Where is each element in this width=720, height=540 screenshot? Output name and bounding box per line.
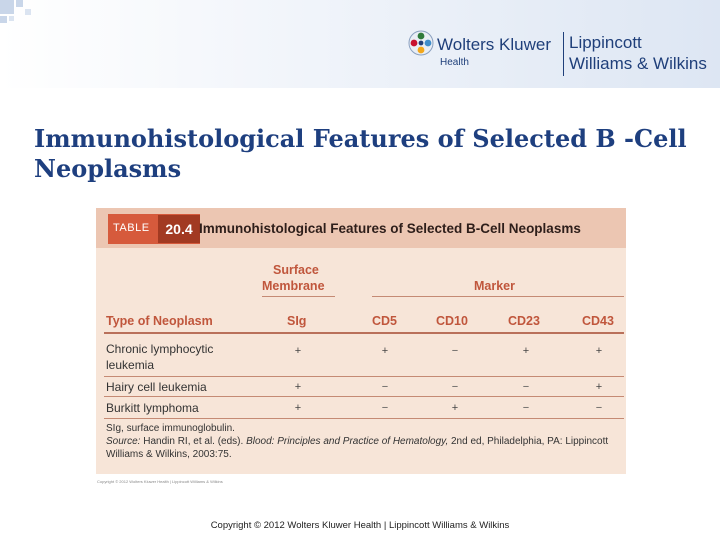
cell-cd43: − <box>595 402 603 414</box>
row-label: Burkitt lymphoma <box>106 401 199 415</box>
marker-header: Marker <box>474 279 515 293</box>
cell-sig: + <box>294 402 302 414</box>
column-header-cd43: CD43 <box>582 314 614 328</box>
header-rule <box>104 332 624 334</box>
cell-cd5: − <box>381 402 389 414</box>
row-label-continued: leukemia <box>106 358 155 372</box>
publisher-division: Health <box>440 57 469 68</box>
surface-header-line-1: Surface <box>273 263 319 277</box>
source-book: Blood: Principles and Practice of Hematology, <box>246 436 449 447</box>
table-label-badge <box>108 214 200 244</box>
slide-title: Immunohistological Features of Selected B -Cell Neoplasms <box>34 124 687 183</box>
cell-cd5: − <box>381 381 389 393</box>
decorative-square <box>9 16 14 21</box>
image-credit: Copyright © 2012 Wolters Kluwer Health | Lippincott Williams & Wilkins <box>97 479 223 484</box>
table-image <box>96 208 626 474</box>
column-header-type: Type of Neoplasm <box>106 314 213 328</box>
publisher-name: Wolters Kluwer <box>437 35 551 54</box>
cell-cd10: − <box>451 381 459 393</box>
cell-cd43: + <box>595 381 603 393</box>
column-header-cd5: CD5 <box>372 314 398 328</box>
cell-cd23: + <box>522 345 530 357</box>
slide-copyright: Copyright © 2012 Wolters Kluwer Health | Lippincott Williams & Wilkins <box>210 520 510 531</box>
cell-cd23: − <box>522 402 530 414</box>
cell-sig: + <box>294 381 302 393</box>
imprint-line-1: Lippincott <box>569 33 642 52</box>
table-title-bar <box>96 208 626 248</box>
wolters-kluwer-logo-icon <box>408 30 434 56</box>
surface-header-rule <box>262 296 335 297</box>
table-footnote-abbreviation: SIg, surface immunoglobulin. <box>106 423 235 434</box>
source-label: Source: <box>106 436 141 447</box>
marker-header-rule <box>372 296 624 297</box>
imprint-line-2: Williams & Wilkins <box>569 54 707 73</box>
decorative-square <box>0 0 14 14</box>
table-title: Immunohistological Features of Selected B-Cell Neoplasms <box>199 221 581 236</box>
row-divider <box>104 418 624 419</box>
surface-header-line-2: Membrane <box>262 279 325 293</box>
cell-cd5: + <box>381 345 389 357</box>
decorative-square <box>0 16 7 23</box>
table-number: 20.4 <box>158 215 200 243</box>
table-footnote-source <box>106 435 621 461</box>
row-divider <box>104 396 624 397</box>
cell-cd23: − <box>522 381 530 393</box>
source-publisher: 2nd ed, Philadelphia, PA: Lippincott <box>448 436 609 447</box>
brand-divider <box>563 32 564 76</box>
row-label: Hairy cell leukemia <box>106 380 207 394</box>
header-band <box>0 0 720 88</box>
column-header-cd10: CD10 <box>436 314 468 328</box>
source-authors: Handin RI, et al. (eds). <box>140 436 247 447</box>
cell-cd10: + <box>451 402 459 414</box>
row-label: Chronic lymphocytic <box>106 342 214 356</box>
source-publisher-continued: Williams & Wilkins, 2003:75. <box>106 449 232 460</box>
decorative-square <box>16 0 23 7</box>
decorative-square <box>25 9 31 15</box>
column-header-sig: SIg <box>287 314 307 328</box>
column-header-cd23: CD23 <box>508 314 540 328</box>
cell-cd10: − <box>451 345 459 357</box>
row-divider <box>104 376 624 377</box>
cell-sig: + <box>294 345 302 357</box>
cell-cd43: + <box>595 345 603 357</box>
table-label: TABLE <box>113 222 150 234</box>
